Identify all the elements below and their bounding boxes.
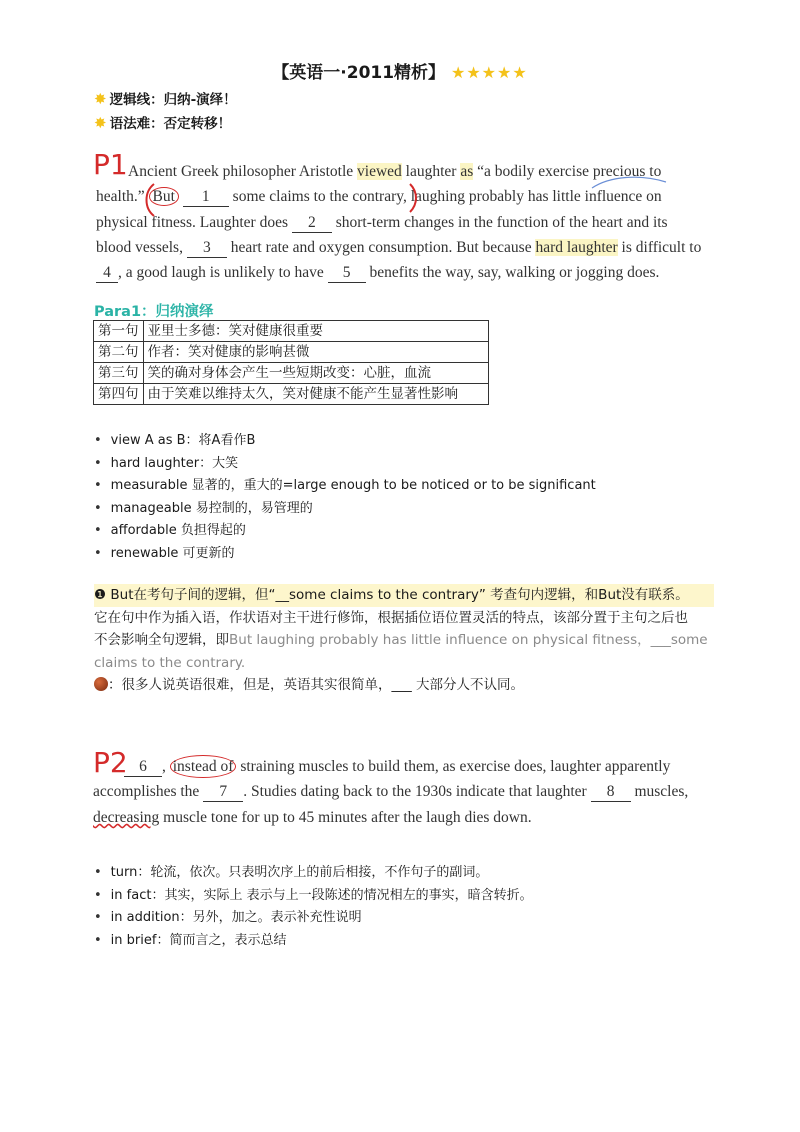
- red-bracket-close-icon: [406, 182, 422, 214]
- star-icon: ✸: [94, 90, 107, 108]
- chestnut-icon: [94, 677, 108, 691]
- table-row: 第二句 作者：笑对健康的影响甚微: [94, 342, 489, 363]
- list-item: • measurable 显著的，重大的=large enough to be noticed or to be significant: [94, 475, 596, 498]
- blank-5: 5: [328, 264, 366, 283]
- p2-line-2: accomplishes the 7 . Studies dating back to the 1930s indicate that laughter 8 muscles,: [93, 783, 689, 800]
- blank-2: 2: [292, 214, 332, 233]
- note-grammar: ✸ 语法难：否定转移！: [94, 114, 232, 132]
- red-bracket-icon: [140, 180, 180, 220]
- blank-3: 3: [187, 239, 227, 258]
- list-item: • in addition：另外，加之。表示补充性说明: [94, 907, 533, 930]
- list-item: • renewable 可更新的: [94, 543, 596, 566]
- blank-6: 6: [124, 758, 162, 777]
- analysis-line-4: claims to the contrary.: [94, 654, 246, 671]
- analysis-line-2: 它在句中作为插入语，作状语对主干进行修饰，根据插位语位置灵活的特点，该部分置于主句之后也: [94, 609, 688, 626]
- analysis-block: [94, 584, 714, 697]
- list-item: • turn：轮流，依次。只表明次序上的前后相接，不作句子的副词。: [94, 862, 533, 885]
- blank-7: 7: [203, 783, 243, 802]
- star-icon: ✸: [94, 114, 107, 132]
- p1-line-4: blood vessels, 3 heart rate and oxygen consumption. But because hard laughter is difficult to: [96, 239, 702, 256]
- analysis-example: ：很多人说英语很难，但是，英语其实很简单，___ 大部分人不认同。: [94, 674, 714, 697]
- list-item: • hard laughter：大笑: [94, 453, 596, 476]
- para1-summary-table: [93, 320, 489, 405]
- p1-line-1: Ancient Greek philosopher Aristotle viewed laughter as “a bodily exercise precious to: [128, 163, 662, 180]
- p1-line-3: physical fitness. Laughter does 2 short-term changes in the function of the heart and its: [96, 214, 668, 231]
- list-item: • in fact：其实，实际上 表示与上一段陈述的情况相左的事实，暗含转折。: [94, 885, 533, 908]
- p2-handwritten-marker: P2: [93, 746, 128, 779]
- vocab-list-2: [94, 862, 533, 952]
- vocab-list-1: [94, 430, 596, 565]
- rating-stars-icon: ★★★★★: [450, 63, 528, 82]
- analysis-line-1: ❶ But在考句子间的逻辑，但“__some claims to the contrary” 考查句内逻辑，和But没有联系。: [94, 584, 714, 607]
- p1-line-2: health.” But 1 some claims to the contrary, laughing probably has little influence on: [96, 188, 662, 205]
- table-row: 第三句 笑的确对身体会产生一些短期改变：心脏，血流: [94, 363, 489, 384]
- page-title: [0, 58, 800, 83]
- table-row: 第四句 由于笑难以维持太久，笑对健康不能产生显著性影响: [94, 384, 489, 405]
- list-item: • view A as B：将A看作B: [94, 430, 596, 453]
- list-item: • in brief：简而言之，表示总结: [94, 930, 533, 953]
- blank-4: 4: [96, 264, 118, 283]
- p1-handwritten-marker: P1: [93, 148, 128, 181]
- para1-title: Para1：归纳演绎: [94, 304, 214, 320]
- note-logic: ✸ 逻辑线：归纳-演绎！: [94, 90, 237, 108]
- p1-line-5: 4 , a good laugh is unlikely to have 5 benefits the way, say, walking or jogging does.: [96, 264, 688, 283]
- list-item: • manageable 易控制的，易管理的: [94, 498, 596, 521]
- p2-line-3: decreasing muscle tone for up to 45 minutes after the laugh dies down.: [93, 809, 532, 826]
- p2-line-1: 6 , instead of straining muscles to build them, as exercise does, laughter apparently: [124, 758, 704, 777]
- list-item: • affordable 负担得起的: [94, 520, 596, 543]
- title-text: 【英语一·2011精析】: [272, 63, 446, 83]
- blank-1: 1: [183, 188, 229, 207]
- analysis-line-3: 不会影响全句逻辑，即But laughing probably has little influence on physical fitness，___some: [94, 632, 708, 648]
- table-row: 第一句 亚里士多德：笑对健康很重要: [94, 321, 489, 342]
- blue-underline-icon: [590, 172, 670, 192]
- blank-8: 8: [591, 783, 631, 802]
